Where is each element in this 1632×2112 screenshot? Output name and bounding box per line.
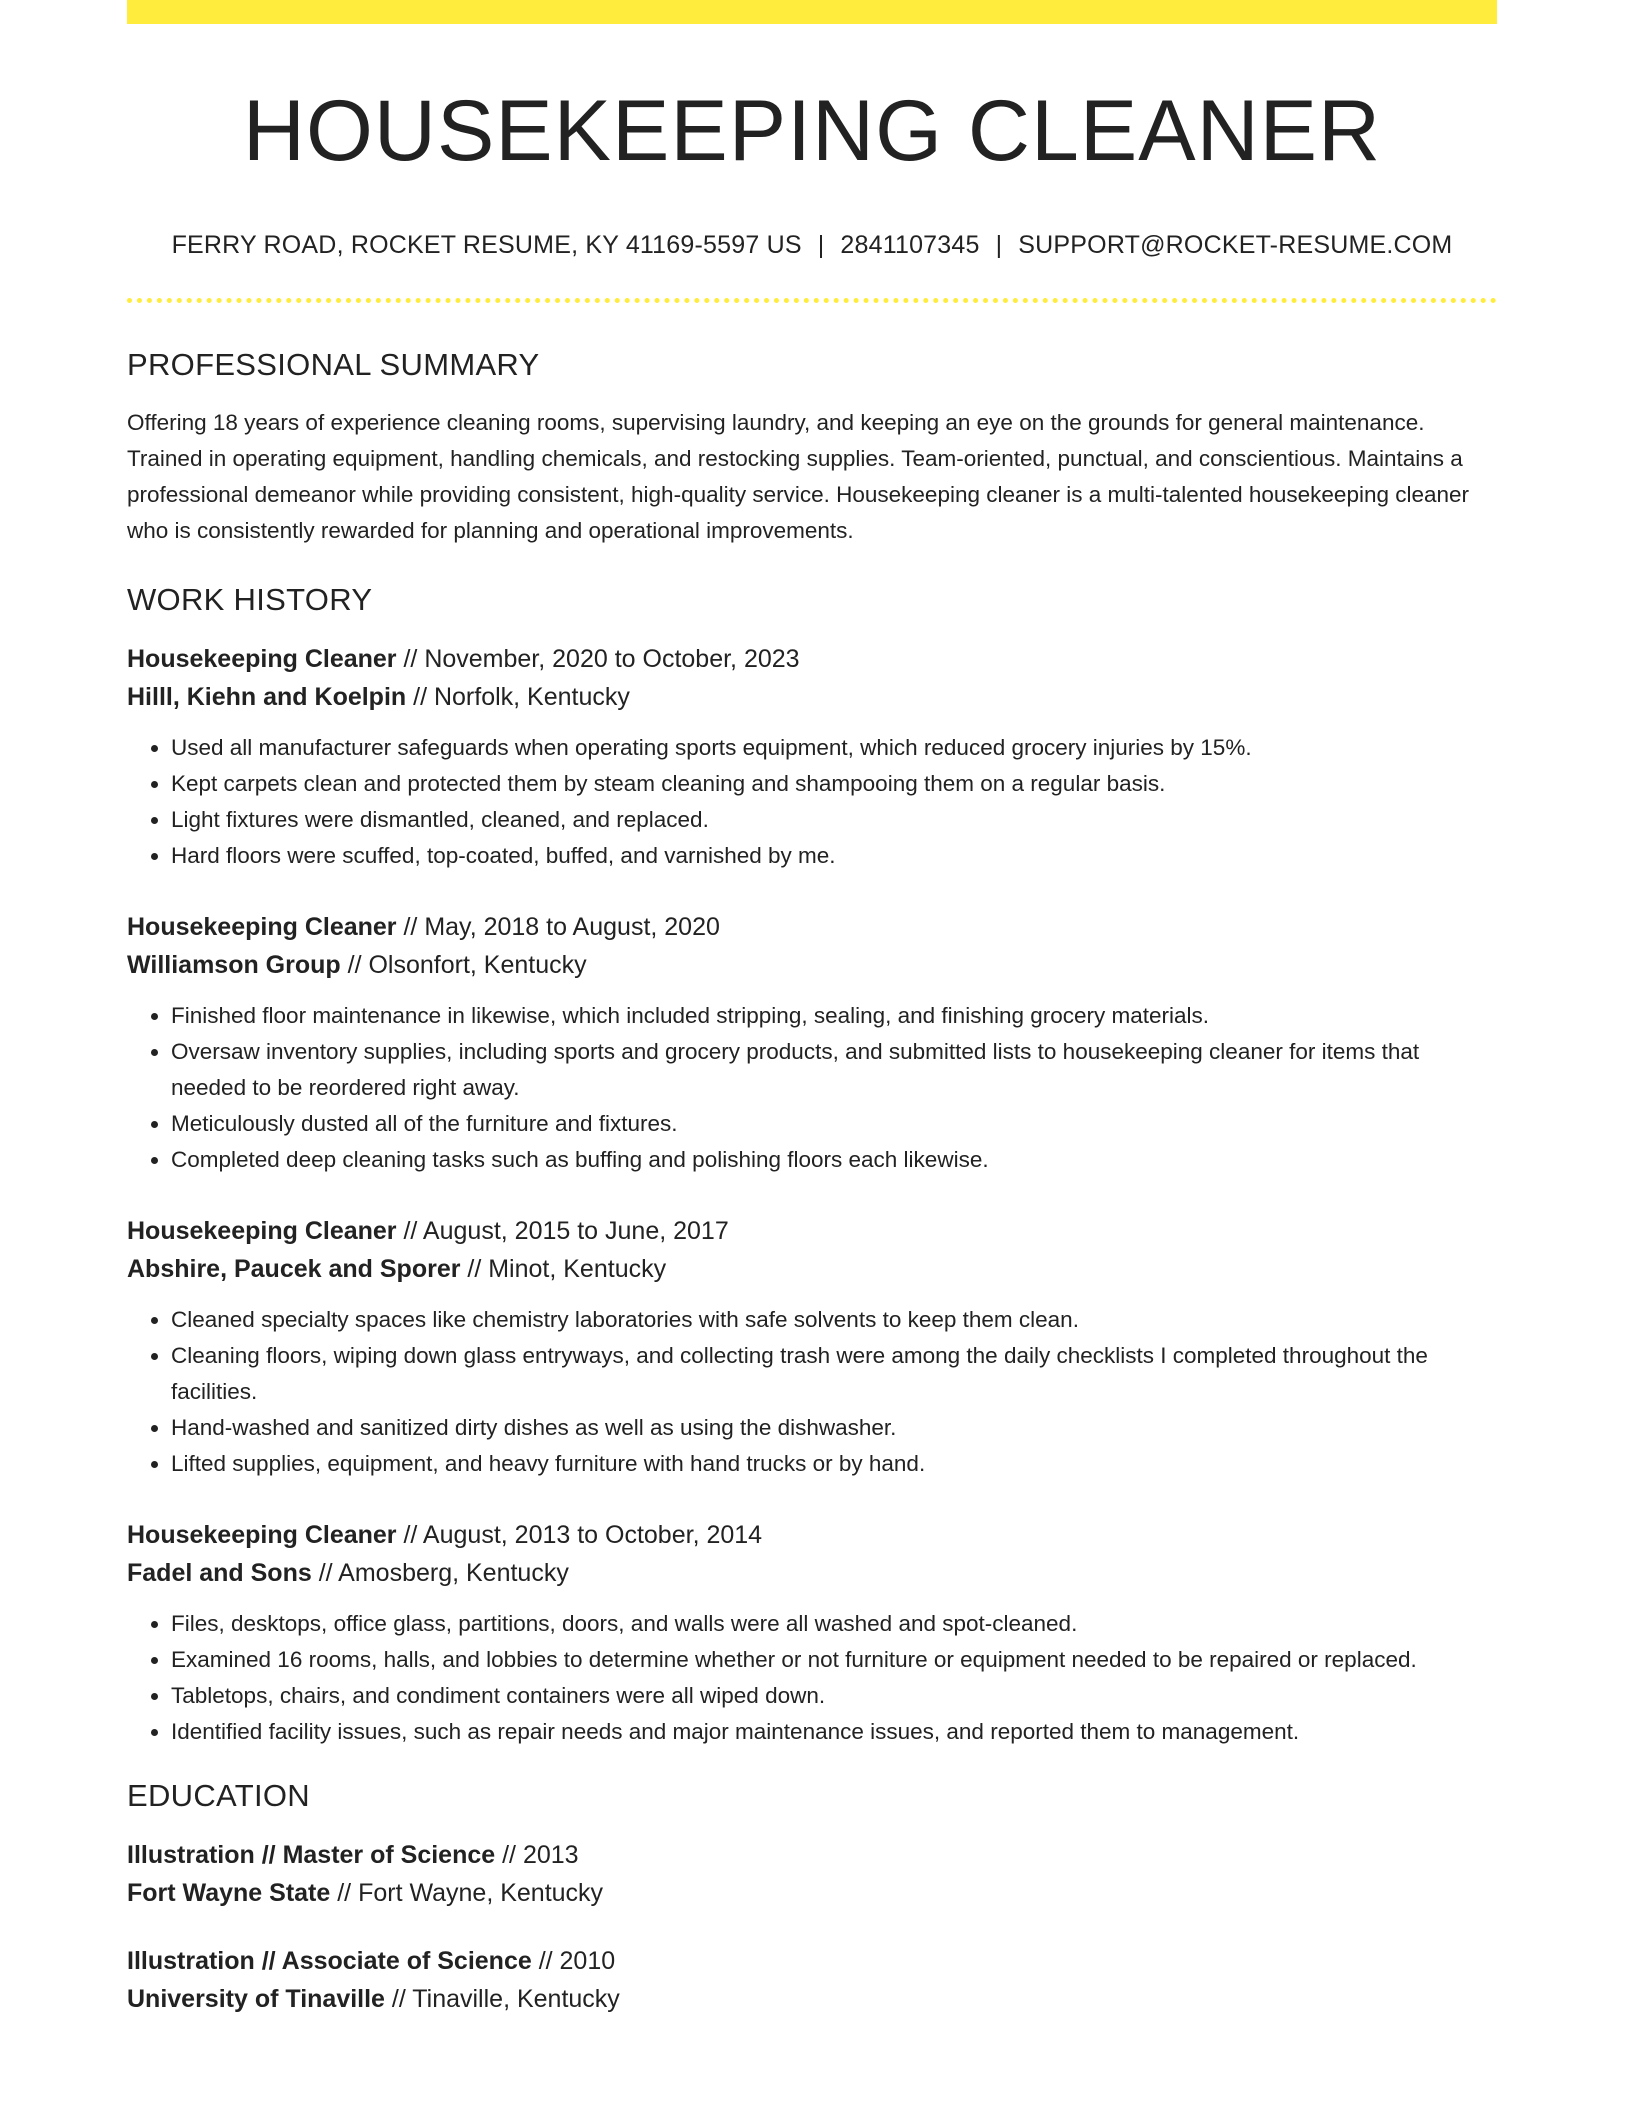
job-company-line xyxy=(127,678,1497,716)
job-bullets xyxy=(127,1302,1497,1482)
job-bullet: • Kept carpets clean and protected them by steam cleaning and shampooing them on a regular basis. xyxy=(171,766,1497,802)
job-location: // Amosberg, Kentucky xyxy=(311,1558,569,1587)
job-entry xyxy=(127,1212,1497,1482)
job-bullet: • Examined 16 rooms, halls, and lobbies to determine whether or not furniture or equipment needed to be repaired or replaced. xyxy=(171,1642,1497,1678)
education-degree: Illustration // Associate of Science xyxy=(127,1946,532,1975)
job-bullet: • Files, desktops, office glass, partitions, doors, and walls were all washed and spot-cleaned. xyxy=(171,1606,1497,1642)
job-dates: // August, 2015 to June, 2017 xyxy=(396,1216,729,1245)
job-company: Fadel and Sons xyxy=(127,1558,312,1587)
contact-separator: | xyxy=(995,230,1003,259)
job-entry xyxy=(127,640,1497,874)
job-bullets xyxy=(127,998,1497,1178)
job-bullets xyxy=(127,1606,1497,1750)
job-bullet: • Cleaning floors, wiping down glass entryways, and collecting trash were among the daily checklists I completed throughout the facilities. xyxy=(171,1338,1497,1410)
summary-heading: PROFESSIONAL SUMMARY xyxy=(127,346,540,382)
education-entry xyxy=(127,1942,1497,2018)
job-role: Housekeeping Cleaner xyxy=(127,1216,397,1245)
education-school-line xyxy=(127,1980,1497,2018)
resume-name: HOUSEKEEPING CLEANER xyxy=(242,83,1382,179)
job-role-line xyxy=(127,640,1497,678)
education-school: University of Tinaville xyxy=(127,1984,385,2013)
education-year: // 2013 xyxy=(495,1840,579,1869)
job-company: Williamson Group xyxy=(127,950,341,979)
job-location: // Norfolk, Kentucky xyxy=(406,682,630,711)
job-bullet: • Finished floor maintenance in likewise, which included stripping, sealing, and finishing grocery materials. xyxy=(171,998,1497,1034)
job-bullet: • Cleaned specialty spaces like chemistry laboratories with safe solvents to keep them clean. xyxy=(171,1302,1497,1338)
education-school-line xyxy=(127,1874,1497,1912)
job-bullet: • Light fixtures were dismantled, cleaned, and replaced. xyxy=(171,802,1497,838)
education-degree-line xyxy=(127,1942,1497,1980)
job-bullet: • Oversaw inventory supplies, including sports and grocery products, and submitted lists to housekeeping cleaner for items that needed to be reordered right away. xyxy=(171,1034,1497,1106)
job-bullet: • Used all manufacturer safeguards when operating sports equipment, which reduced grocery injuries by 15%. xyxy=(171,730,1497,766)
education-entry xyxy=(127,1836,1497,1912)
job-role-line xyxy=(127,1212,1497,1250)
education-degree-line xyxy=(127,1836,1497,1874)
job-bullet: • Hand-washed and sanitized dirty dishes as well as using the dishwasher. xyxy=(171,1410,1497,1446)
job-dates: // May, 2018 to August, 2020 xyxy=(396,912,720,941)
job-dates: // November, 2020 to October, 2023 xyxy=(396,644,800,673)
job-role: Housekeeping Cleaner xyxy=(127,912,397,941)
job-bullet: • Identified facility issues, such as repair needs and major maintenance issues, and reported them to management. xyxy=(171,1714,1497,1750)
education-location: // Fort Wayne, Kentucky xyxy=(330,1878,604,1907)
contact-address: FERRY ROAD, ROCKET RESUME, KY 41169-5597 US xyxy=(171,230,802,259)
job-company-line xyxy=(127,1554,1497,1592)
job-company: Abshire, Paucek and Sporer xyxy=(127,1254,461,1283)
job-dates: // August, 2013 to October, 2014 xyxy=(396,1520,763,1549)
job-entry xyxy=(127,908,1497,1178)
job-role: Housekeeping Cleaner xyxy=(127,1520,397,1549)
resume-page xyxy=(127,0,1497,2018)
education-heading: EDUCATION xyxy=(127,1777,310,1813)
job-bullet: • Hard floors were scuffed, top-coated, buffed, and varnished by me. xyxy=(171,838,1497,874)
dotted-divider xyxy=(127,298,1497,303)
job-entry xyxy=(127,1516,1497,1750)
work-history-heading: WORK HISTORY xyxy=(127,581,373,617)
job-company-line xyxy=(127,1250,1497,1288)
job-company: Hilll, Kiehn and Koelpin xyxy=(127,682,407,711)
summary-paragraph: Offering 18 years of experience cleaning rooms, supervising laundry, and keeping an eye on the grounds for general maintenance. Trained in operating equipment, handling chemicals, and restocking supplies. Team-oriented, punctual, and conscientious. Maintains a professional demeanor while providing consistent, high-quality service. Housekeeping cleaner is a multi-talented housekeeping cleaner who is consistently rewarded for planning and operational improvements. xyxy=(127,409,1470,543)
education-year: // 2010 xyxy=(531,1946,616,1975)
job-location: // Minot, Kentucky xyxy=(460,1254,667,1283)
education-location: // Tinaville, Kentucky xyxy=(384,1984,620,2013)
contact-line xyxy=(127,231,1497,260)
job-bullet: • Lifted supplies, equipment, and heavy furniture with hand trucks or by hand. xyxy=(171,1446,1497,1482)
job-bullet: • Tabletops, chairs, and condiment containers were all wiped down. xyxy=(171,1678,1497,1714)
job-location: // Olsonfort, Kentucky xyxy=(340,950,587,979)
job-role-line xyxy=(127,1516,1497,1554)
job-bullet: • Meticulously dusted all of the furniture and fixtures. xyxy=(171,1106,1497,1142)
job-bullets xyxy=(127,730,1497,874)
contact-phone: 2841107345 xyxy=(840,230,980,259)
education-degree: Illustration // Master of Science xyxy=(127,1840,496,1869)
top-accent-bar xyxy=(127,0,1497,24)
job-bullet: • Completed deep cleaning tasks such as buffing and polishing floors each likewise. xyxy=(171,1142,1497,1178)
education-school: Fort Wayne State xyxy=(127,1878,331,1907)
contact-email[interactable]: SUPPORT@ROCKET-RESUME.COM xyxy=(1018,230,1453,259)
contact-separator: | xyxy=(817,230,825,259)
job-role: Housekeeping Cleaner xyxy=(127,644,397,673)
job-role-line xyxy=(127,908,1497,946)
job-company-line xyxy=(127,946,1497,984)
